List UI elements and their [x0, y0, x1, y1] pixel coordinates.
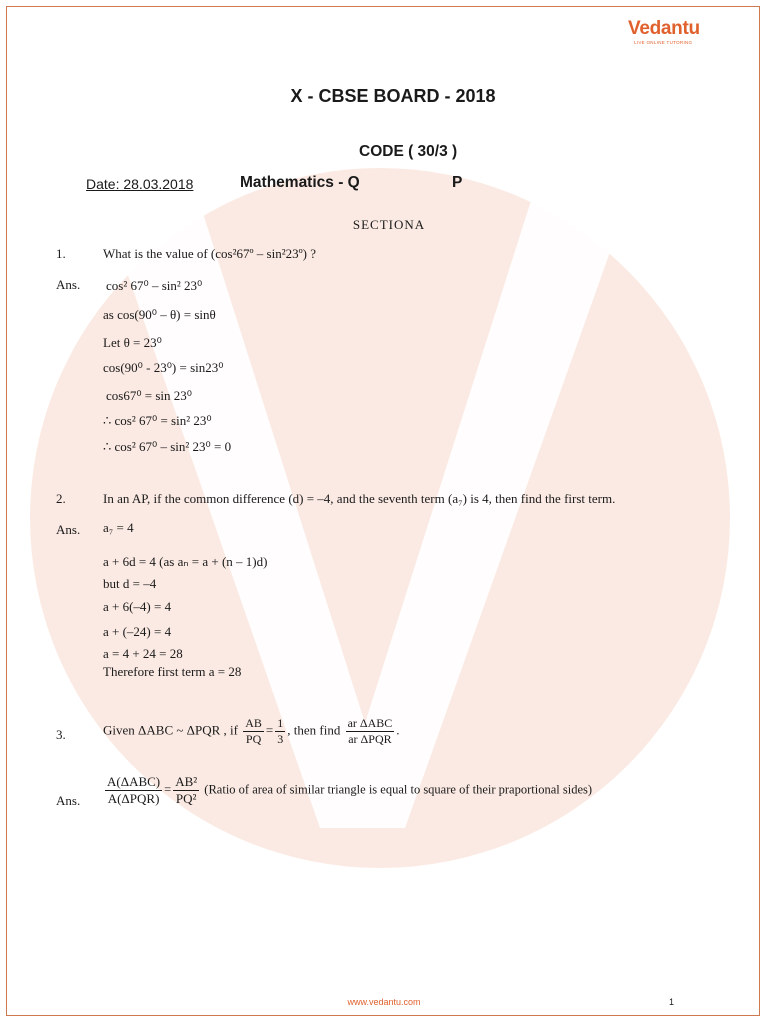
answer-line: cos² 67⁰ – sin² 23⁰	[106, 278, 203, 293]
answer-line: a = 4 + 24 = 28	[103, 646, 183, 661]
fraction-numerator: ar ΔABC	[347, 716, 393, 730]
question-number: 3.	[56, 727, 66, 742]
fraction-numerator: A(ΔABC)	[107, 774, 161, 789]
paper-code: CODE ( 30/3 )	[359, 143, 458, 160]
answer-note: (Ratio of area of similar triangle is equal to square of their praportional sides)	[204, 782, 593, 797]
answer-formula	[103, 774, 592, 807]
answer-line: ∴ cos² 67⁰ – sin² 23⁰ = 0	[103, 439, 232, 454]
answer-line: as cos(90⁰ – θ) = sinθ	[103, 307, 216, 322]
equals-sign: =	[265, 722, 274, 738]
fraction-ab-pq	[243, 716, 264, 747]
question-text: What is the value of (cos²67º – sin²23º) ?	[103, 246, 316, 261]
logo-tagline: LIVE ONLINE TUTORING	[634, 40, 693, 45]
answer-line: a + 6d = 4 (as aₙ = a + (n – 1)d)	[103, 554, 268, 569]
fraction-denominator: 3	[277, 732, 284, 746]
fraction-numerator: 1	[277, 716, 284, 730]
fraction-numerator: AB	[245, 716, 262, 730]
vedantu-watermark-logo	[30, 168, 730, 868]
equals-sign: =	[164, 782, 172, 797]
answer-line: Therefore first term a = 28	[103, 664, 242, 679]
fraction-area-ratio	[346, 716, 395, 747]
answer-label: Ans.	[56, 793, 81, 808]
question-text-end: .	[396, 722, 400, 738]
answer-line: a₇ = 4	[103, 520, 134, 535]
answer-line: a + 6(–4) = 4	[103, 599, 172, 614]
answer-line: cos(90⁰ - 23⁰) = sin23⁰	[103, 360, 224, 375]
answer-label: Ans.	[56, 522, 81, 537]
fraction-denominator: PQ²	[175, 791, 197, 806]
question-text: In an AP, if the common difference (d) = –4, and the seventh term (a₇) is 4, then find the first term.	[103, 491, 616, 506]
fraction-ab2-pq2	[173, 774, 199, 807]
fraction-numerator: AB²	[175, 774, 198, 789]
answer-line: Let θ = 23⁰	[103, 335, 162, 350]
answer-line: but d = –4	[103, 576, 157, 591]
section-heading: SECTIONA	[352, 217, 426, 232]
logo-text: Vedantu	[628, 18, 700, 39]
fraction-denominator: ar ΔPQR	[348, 732, 392, 746]
answer-line: cos67⁰ = sin 23⁰	[106, 388, 193, 403]
fraction-one-third	[275, 716, 285, 747]
answer-label: Ans.	[56, 277, 81, 292]
answer-line: ∴ cos² 67⁰ = sin² 23⁰	[103, 413, 212, 428]
question-text-start: Given ΔABC ~ ΔPQR , if	[103, 722, 238, 738]
paper-date: Date: 28.03.2018	[86, 176, 194, 192]
answer-line: a + (–24) = 4	[103, 624, 172, 639]
paper-subject-p: P	[452, 174, 463, 191]
fraction-denominator: PQ	[245, 732, 262, 746]
fraction-denominator: A(ΔPQR)	[107, 791, 160, 806]
question-text	[103, 716, 400, 747]
paper-subject: Mathematics - Q	[240, 174, 360, 191]
question-text-mid: , then find	[287, 722, 341, 738]
paper-title: X - CBSE BOARD - 2018	[290, 86, 496, 106]
question-number: 1.	[56, 246, 66, 261]
page-number: 1	[669, 997, 675, 1007]
fraction-area-abc-pqr	[105, 774, 162, 807]
question-number: 2.	[56, 491, 66, 506]
vedantu-logo	[628, 18, 708, 48]
footer-url[interactable]: www.vedantu.com	[347, 997, 421, 1007]
